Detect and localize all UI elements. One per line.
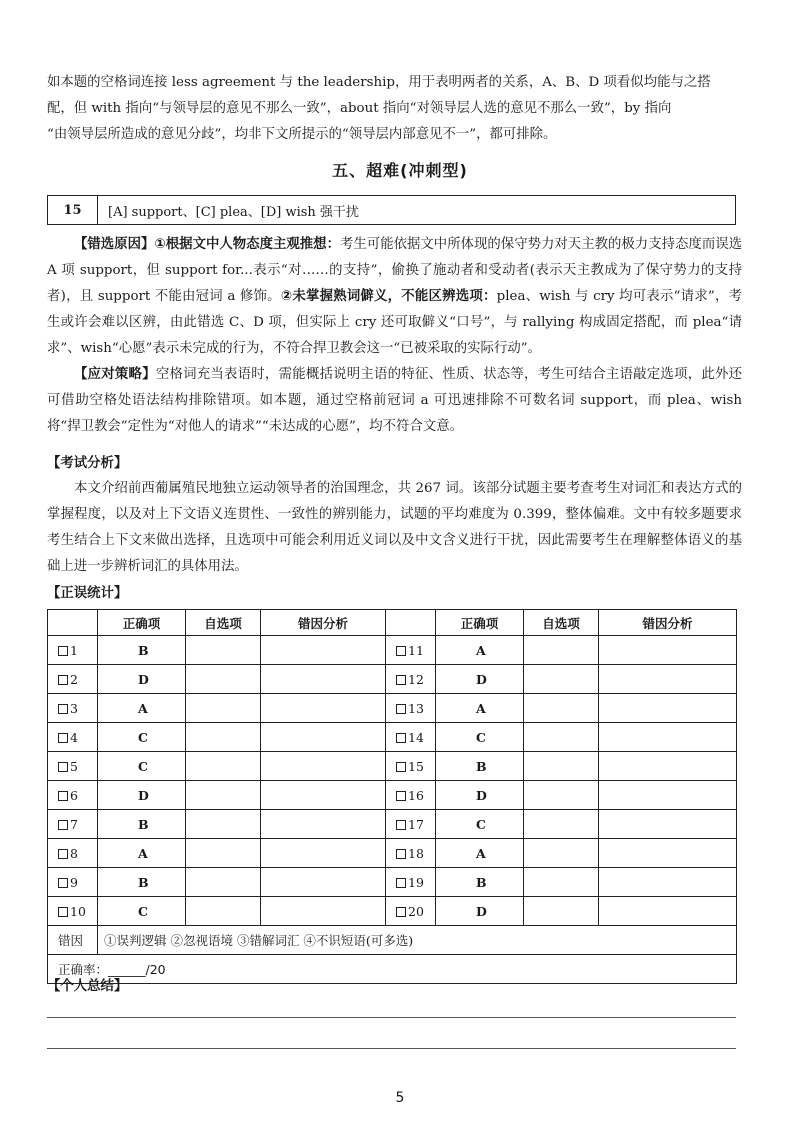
error-reason-point1-title: ①根据文中人物态度主观推想： [154,237,340,252]
checkbox-icon[interactable] [58,820,68,830]
error-analysis-right[interactable] [599,723,737,752]
chosen-answer-left[interactable] [186,752,261,781]
question-number-label: 5 [70,758,78,774]
section-title: 五、超难(冲刺型) [332,161,468,180]
question-checkbox-right[interactable] [386,723,436,752]
chosen-answer-right[interactable] [524,810,599,839]
question-number-label: 11 [408,642,424,658]
error-analysis-left[interactable] [261,868,386,897]
correct-answer-left: B [98,868,186,897]
error-analysis-left[interactable] [261,839,386,868]
strategy-text: 空格词充当表语时，需能概括说明主语的特征、性质、状态等，考生可结合主语敲定选项，此外还可借助空格处语法结构排除错项。如本题，通过空格前冠词 a 可迅速排除不可数名词 support，而 plea、wish 将“捍卫教会”定性为“对他人的请求”“未达成的心愿”，均不符合文意。 [47,367,742,434]
table-row [48,839,737,868]
header-correct-left: 正确项 [98,610,186,636]
question-number-label: 13 [408,700,424,716]
chosen-answer-right[interactable] [524,636,599,665]
question-checkbox-left[interactable] [48,723,98,752]
question-number: 15 [48,196,98,224]
question-text: [A] support、[C] plea、[D] wish 强干扰 [108,204,359,220]
correct-answer-left: B [98,636,186,665]
checkbox-icon[interactable] [58,675,68,685]
question-checkbox-left[interactable] [48,810,98,839]
correct-answer-right: B [436,752,524,781]
checkbox-icon[interactable] [58,849,68,859]
question-checkbox-right[interactable] [386,665,436,694]
error-analysis-left[interactable] [261,694,386,723]
correct-answer-right: D [436,897,524,926]
header-correct-right: 正确项 [436,610,524,636]
accuracy-rate: 正确率：______/20 [48,955,737,984]
checkbox-icon[interactable] [58,878,68,888]
question-checkbox-right[interactable] [386,810,436,839]
question-checkbox-left[interactable] [48,694,98,723]
accuracy-row [48,955,737,984]
chosen-answer-right[interactable] [524,694,599,723]
correct-answer-right: D [436,781,524,810]
checkbox-icon[interactable] [396,646,406,656]
summary-line-2[interactable] [47,1048,736,1049]
chosen-answer-left[interactable] [186,781,261,810]
table-row [48,665,737,694]
table-row [48,781,737,810]
header-blank-right [386,610,436,636]
chosen-answer-right[interactable] [524,897,599,926]
question-checkbox-left[interactable] [48,636,98,665]
checkbox-icon[interactable] [396,907,406,917]
checkbox-icon[interactable] [396,762,406,772]
chosen-answer-left[interactable] [186,868,261,897]
header-analysis-left: 错因分析 [261,610,386,636]
error-cause-label: 错因 [48,926,98,955]
intro-line-3: “由领导层所造成的意见分歧”，均非下文所提示的“领导层内部意见不一”，都可排除。 [47,127,557,142]
error-reason-paragraph [47,232,742,362]
error-analysis-right[interactable] [599,839,737,868]
error-analysis-right[interactable] [599,810,737,839]
chosen-answer-left[interactable] [186,897,261,926]
question-checkbox-left[interactable] [48,781,98,810]
error-cause-options: ①误判逻辑 ②忽视语境 ③错解词汇 ④不识短语(可多选) [98,926,737,955]
chosen-answer-left[interactable] [186,694,261,723]
question-checkbox-left[interactable] [48,897,98,926]
table-row [48,636,737,665]
error-analysis-left[interactable] [261,665,386,694]
question-checkbox-right[interactable] [386,781,436,810]
error-analysis-right[interactable] [599,694,737,723]
question-number-label: 19 [408,874,424,890]
table-row [48,752,737,781]
checkbox-icon[interactable] [58,762,68,772]
checkbox-icon[interactable] [58,704,68,714]
error-analysis-right[interactable] [599,636,737,665]
intro-line-2: 配，但 with 指向“与领导层的意见不那么一致”，about 指向“对领导层人选的意见不那么一致”，by 指向 [47,101,672,116]
question-number-label: 14 [408,729,424,745]
checkbox-icon[interactable] [396,820,406,830]
checkbox-icon[interactable] [58,733,68,743]
chosen-answer-right[interactable] [524,723,599,752]
error-reason-point1-text: 考生可能依据文中所体现的保守势力对天主教的极力支持态度而误选 A 项 support，但 support for...表示“对……的支持”，偷换了施动者和受动者(表示天主教成为了保守势力的支持者)，且 support 不能由冠词 a 修饰。 [47,237,743,304]
strategy-label: 【应对策略】 [74,367,156,382]
question-number-label: 6 [70,787,78,803]
question-number-label: 7 [70,816,78,832]
question-number-label: 9 [70,874,78,890]
chosen-answer-right[interactable] [524,839,599,868]
checkbox-icon[interactable] [396,849,406,859]
correct-answer-right: D [436,665,524,694]
chosen-answer-left[interactable] [186,810,261,839]
question-checkbox-right[interactable] [386,868,436,897]
checkbox-icon[interactable] [58,907,68,917]
question-number-label: 20 [408,903,424,919]
question-number-label: 17 [408,816,424,832]
correct-answer-left: C [98,897,186,926]
question-number-label: 4 [70,729,78,745]
checkbox-icon[interactable] [396,878,406,888]
summary-heading: 【个人总结】 [47,979,128,994]
question-number-label: 15 [408,758,424,774]
checkbox-icon[interactable] [396,791,406,801]
error-reason-point2-title: ②未掌握熟词僻义，不能区辨选项： [280,289,497,304]
correct-answer-right: C [436,810,524,839]
error-analysis-right[interactable] [599,752,737,781]
strategy-paragraph [47,362,742,440]
error-analysis-left[interactable] [261,810,386,839]
question-number-label: 1 [70,642,78,658]
checkbox-icon[interactable] [58,646,68,656]
error-analysis-left[interactable] [261,636,386,665]
header-analysis-right: 错因分析 [599,610,737,636]
checkbox-icon[interactable] [396,704,406,714]
error-analysis-right[interactable] [599,897,737,926]
chosen-answer-left[interactable] [186,636,261,665]
correct-answer-right: A [436,839,524,868]
error-analysis-left[interactable] [261,781,386,810]
question-number-label: 2 [70,671,78,687]
chosen-answer-left[interactable] [186,665,261,694]
table-row [48,810,737,839]
correct-answer-right: C [436,723,524,752]
table-row [48,868,737,897]
checkbox-icon[interactable] [396,675,406,685]
error-analysis-left[interactable] [261,897,386,926]
error-reason-point2-text: plea、wish 与 cry 均可表示“请求”，考生或许会难以区辨，由此错选 C、D 项，但实际上 cry 还可取僻义“口号”，与 rallying 构成固定搭配，而 plea“请求”、wish“心愿”表示未完成的行为，不符合捍卫教会这一“已被采取的实际行动”。 [47,289,742,356]
question-checkbox-right[interactable] [386,897,436,926]
header-blank-left [48,610,98,636]
question-checkbox-left[interactable] [48,752,98,781]
exam-analysis-paragraph: 本文介绍前西葡属殖民地独立运动领导者的治国理念，共 267 词。该部分试题主要考查考生对词汇和表达方式的掌握程度，以及对上下文语义连贯性、一致性的辨别能力，试题的平均难度为 0.399，整体偏难。文中有较多题要求考生结合上下文来做出选择，且选项中可能会利用近义词以及中文含义进行干扰，因此需要考生在理解整体语义的基础上进一步辨析词汇的具体用法。 [47,481,742,574]
summary-line-1[interactable] [47,1017,736,1018]
question-box [47,195,736,225]
error-reason-label: 【错选原因】 [74,237,155,252]
error-cause-row [48,926,737,955]
correct-answer-left: C [98,723,186,752]
correct-answer-right: A [436,694,524,723]
checkbox-icon[interactable] [396,733,406,743]
question-checkbox-right[interactable] [386,752,436,781]
error-analysis-left[interactable] [261,723,386,752]
question-checkbox-left[interactable] [48,665,98,694]
stats-heading: 【正误统计】 [47,586,128,601]
chosen-answer-right[interactable] [524,868,599,897]
table-row [48,694,737,723]
error-analysis-left[interactable] [261,752,386,781]
question-number-label: 16 [408,787,424,803]
page-number: 5 [395,1090,405,1106]
question-number-label: 18 [408,845,424,861]
question-checkbox-right[interactable] [386,636,436,665]
chosen-answer-right[interactable] [524,665,599,694]
chosen-answer-right[interactable] [524,752,599,781]
chosen-answer-right[interactable] [524,781,599,810]
question-checkbox-left[interactable] [48,839,98,868]
question-checkbox-right[interactable] [386,839,436,868]
error-analysis-right[interactable] [599,781,737,810]
header-chosen-left: 自选项 [186,610,261,636]
intro-line-1: 如本题的空格词连接 less agreement 与 the leadership，用于表明两者的关系，A、B、D 项看似均能与之搭 [47,75,711,90]
question-number-label: 12 [408,671,424,687]
header-chosen-right: 自选项 [524,610,599,636]
correct-answer-right: A [436,636,524,665]
question-number-label: 8 [70,845,78,861]
checkbox-icon[interactable] [58,791,68,801]
exam-analysis-heading: 【考试分析】 [47,456,128,471]
correct-answer-left: A [98,839,186,868]
error-analysis-right[interactable] [599,868,737,897]
question-checkbox-left[interactable] [48,868,98,897]
chosen-answer-left[interactable] [186,839,261,868]
table-row [48,897,737,926]
question-number-label: 10 [70,903,86,919]
stats-table [47,609,737,984]
correct-answer-left: A [98,694,186,723]
correct-answer-left: B [98,810,186,839]
correct-answer-left: D [98,781,186,810]
chosen-answer-left[interactable] [186,723,261,752]
intro-paragraph [47,70,742,148]
correct-answer-right: B [436,868,524,897]
table-row [48,723,737,752]
question-number-label: 3 [70,700,78,716]
question-checkbox-right[interactable] [386,694,436,723]
correct-answer-left: D [98,665,186,694]
correct-answer-left: C [98,752,186,781]
error-analysis-right[interactable] [599,665,737,694]
stats-header-row [48,610,737,636]
